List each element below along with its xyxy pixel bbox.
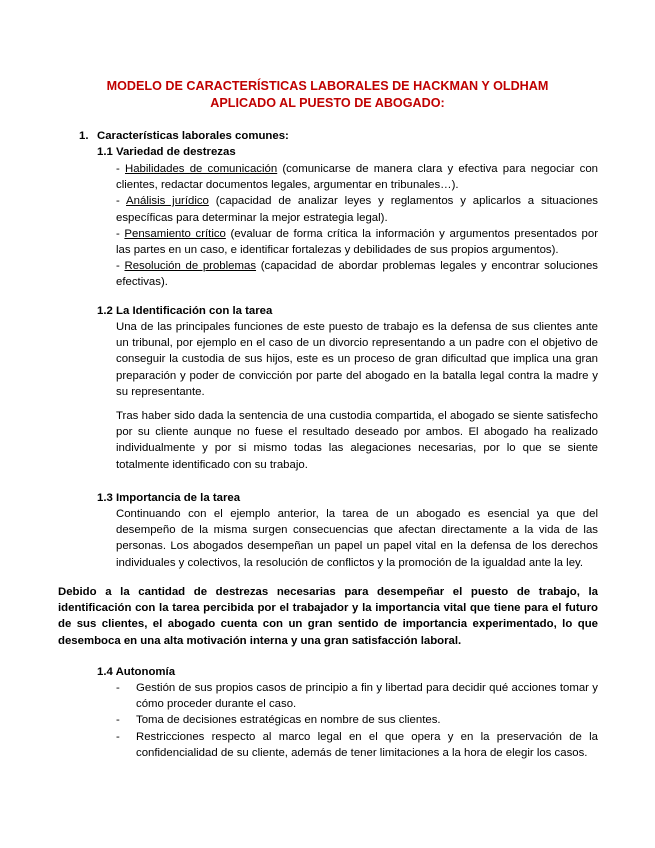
skill-dash: - xyxy=(116,195,127,208)
list-item: - Restricciones respecto al marco legal en el que opera y en la preservación de la confidencialidad de su cliente, además de tener limitaciones a la hora de elegir los casos. xyxy=(116,729,598,761)
skill-item xyxy=(116,258,598,290)
autonomy-list xyxy=(116,680,598,761)
skill-term: Análisis jurídico xyxy=(126,195,209,208)
section-number: 1. xyxy=(79,130,89,142)
skill-item xyxy=(116,161,598,193)
skill-dash: - xyxy=(116,260,125,273)
skill-description: (evaluar de forma crítica la información y argumentos presentados por las partes en un caso, e identificar fortalezas y debilidades de sus propios argumentos). xyxy=(116,227,599,257)
document-title-line-2: APLICADO AL PUESTO DE ABOGADO: xyxy=(210,96,445,110)
summary-paragraph: Debido a la cantidad de destrezas necesarias para desempeñar el puesto de trabajo, la identificación con la tarea percibida por el trabajador y la importancia vital que tiene para el futuro de sus clientes, el abogado cuenta con un gran sentido de importancia experimentado, lo que desemboca en una alta motivación interna y una gran satisfacción laboral. xyxy=(58,586,598,647)
document-title-line-1: MODELO DE CARACTERÍSTICAS LABORALES DE HACKMAN Y OLDHAM xyxy=(106,79,549,93)
identification-paragraph-1: Una de las principales funciones de este puesto de trabajo es la defensa de sus clientes ante un tribunal, por ejemplo en el caso de un divorcio representando a un padre con el objetivo de conseguir la custodia de sus hijos, este es un proceso de gran dificultad que implica una gran preparación y poder de convicción por parte del abogado en la batalla legal contra la madre y su representante. xyxy=(116,321,598,398)
skill-description: (capacidad de abordar problemas legales y encontrar soluciones efectivas). xyxy=(116,260,598,289)
identification-paragraph-2: Tras haber sido dada la sentencia de una custodia compartida, el abogado se siente satisfecho por su cliente aunque no fuese el resultado deseado por ambos. El abogado ha realizado individualmente y por si mismo todas las alegaciones necesarias, por lo que se siente totalmente identificado con su trabajo. xyxy=(116,410,598,471)
skill-item xyxy=(116,193,598,225)
importance-paragraph: Continuando con el ejemplo anterior, la tarea de un abogado es esencial ya que del desempeño de la misma surgen consecuencias que afectan directamente a la vida de las personas. Los abogados desempeñan un papel un papel vital en la defensa de los derechos individuales y colectivos, la resolución de conflictos y la promoción de la igualdad ante la ley. xyxy=(116,508,598,569)
skill-dash: - xyxy=(116,227,125,240)
skill-term: Pensamiento crítico xyxy=(124,227,226,240)
skill-description: (capacidad de analizar leyes y reglamentos y aplicarlos a situaciones específicas para determinar la mejor estrategia legal). xyxy=(116,195,598,224)
skills-list xyxy=(116,161,598,291)
subsection-1-3-heading: 1.3 Importancia de la tarea xyxy=(97,492,241,504)
skill-dash: - xyxy=(116,163,125,175)
subsection-1-4-heading: 1.4 Autonomía xyxy=(97,666,176,678)
subsection-1-1-heading: 1.1 Variedad de destrezas xyxy=(97,146,236,158)
subsection-1-2-heading: 1.2 La Identificación con la tarea xyxy=(97,305,273,317)
section-heading: Características laborales comunes: xyxy=(97,130,289,142)
skill-description: (comunicarse de manera clara y efectiva para negociar con clientes, redactar documentos legales, argumentar en tribunales…). xyxy=(116,163,599,192)
skill-term: Resolución de problemas xyxy=(124,260,257,273)
skill-term: Habilidades de comunicación xyxy=(124,163,278,175)
skill-item xyxy=(116,226,598,258)
list-item: - Toma de decisiones estratégicas en nombre de sus clientes. xyxy=(116,712,598,728)
list-item: - Gestión de sus propios casos de principio a fin y libertad para decidir qué acciones tomar y cómo proceder durante el caso. xyxy=(116,680,598,712)
